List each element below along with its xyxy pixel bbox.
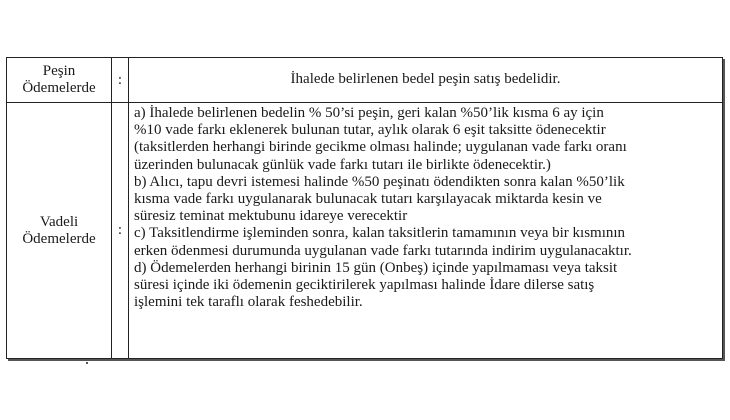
content-line: erken ödenmesi durumunda uygulanan vade farkı tutarında indirim uygulanacaktır. <box>134 242 632 259</box>
payment-terms-table <box>6 57 723 359</box>
label-line: Ödemelerde <box>22 230 96 247</box>
content-line: İhalede belirlenen bedel peşin satış bedelidir. <box>290 71 561 88</box>
label-line: Ödemelerde <box>22 80 96 96</box>
table-row-deferred-payments <box>7 103 722 358</box>
content-line: a) İhalede belirlenen bedelin % 50’si peşin, geri kalan %50’lik kısma 6 ay için <box>134 105 604 121</box>
row-content-deferred <box>129 103 722 358</box>
separator-colon: : <box>112 58 129 102</box>
label-line: Peşin <box>42 63 76 79</box>
stray-mark <box>86 362 88 364</box>
content-line: (taksitlerden herhangi birinde gecikme olması halinde; uygulanan vade farkı oranı <box>134 139 627 156</box>
row-label-deferred <box>7 103 112 358</box>
row-content-cash <box>129 58 722 102</box>
content-line: b) Alıcı, tapu devri istemesi halinde %50 peşinatı ödendikten sonra kalan %50’lik <box>134 173 625 190</box>
row-label-cash <box>7 58 112 102</box>
label-line: Vadeli <box>39 213 79 230</box>
content-line: %10 vade farkı eklenerek bulunan tutar, aylık olarak 6 eşit taksitte ödenecektir <box>134 122 606 139</box>
content-line: üzerinden bulunacak günlük vade farkı tutarı ile birlikte ödenecektir.) <box>134 156 551 173</box>
separator-colon: : <box>112 103 129 358</box>
content-line: kısma vade farkı uygulanarak bulunacak tutarı karşılayacak miktarda kesin ve <box>134 191 602 208</box>
content-line: süresi içinde iki ödemenin geciktirilerek yapılması halinde İdare dilerse satış <box>134 277 595 294</box>
content-line: işlemini tek taraflı olarak feshedebilir. <box>134 294 363 311</box>
content-line: süresiz teminat mektubunu idareye verecektir <box>134 208 408 225</box>
content-line: c) Taksitlendirme işleminden sonra, kalan taksitlerin tamamının veya bir kısmının <box>134 225 626 242</box>
table-row-cash-payments <box>7 58 722 103</box>
content-line: d) Ödemelerden herhangi birinin 15 gün (Onbeş) içinde yapılmaması veya taksit <box>134 259 618 276</box>
